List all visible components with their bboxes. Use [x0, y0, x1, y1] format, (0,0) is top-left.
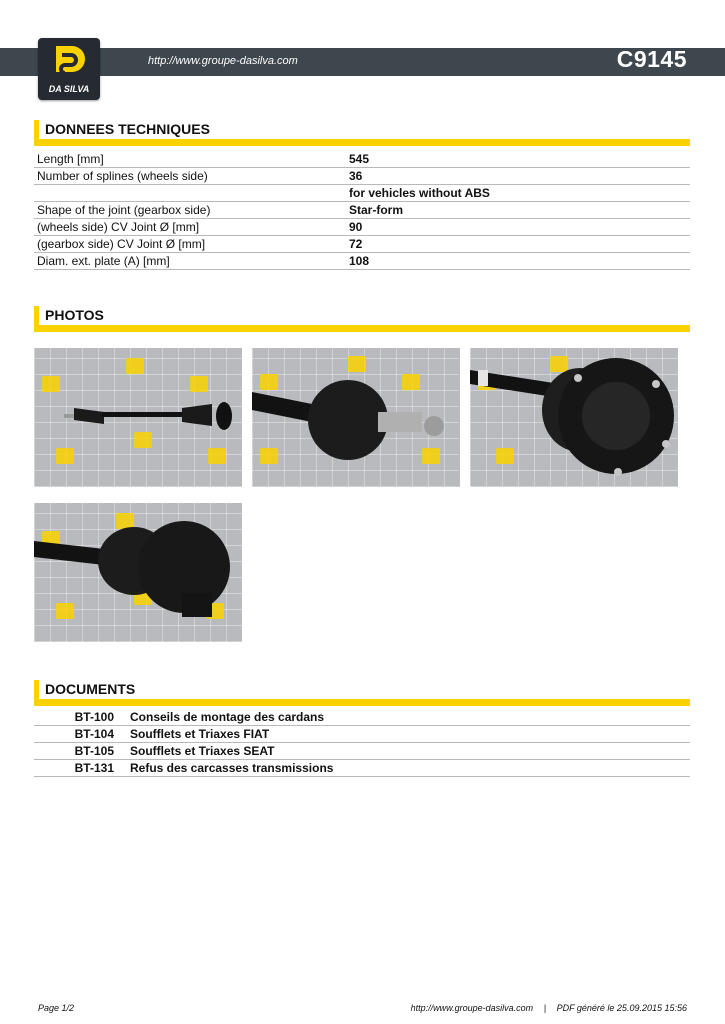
spec-value: 108 [346, 253, 690, 270]
document-code: BT-105 [34, 743, 130, 760]
spec-label: Length [mm] [34, 151, 346, 168]
table-row[interactable] [34, 743, 690, 760]
section-technical-title: DONNEES TECHNIQUES [45, 121, 210, 137]
spec-label: (wheels side) CV Joint Ø [mm] [34, 219, 346, 236]
spec-label: Diam. ext. plate (A) [mm] [34, 253, 346, 270]
product-reference: C9145 [616, 46, 687, 72]
section-photos [34, 306, 690, 326]
footer-url[interactable]: http://www.groupe-dasilva.com [410, 1003, 534, 1013]
footer-page-number: Page 1/2 [38, 1003, 75, 1013]
documents-table [34, 709, 690, 777]
table-row [34, 151, 690, 168]
header-url[interactable]: http://www.groupe-dasilva.com [148, 55, 298, 67]
da-silva-logo [38, 38, 100, 100]
document-title[interactable]: Conseils de montage des cardans [130, 709, 690, 726]
document-title[interactable]: Refus des carcasses transmissions [130, 760, 690, 777]
spec-value: Star-form [346, 202, 690, 219]
gearbox-flange-image [470, 348, 678, 487]
section-photos-title: PHOTOS [45, 307, 104, 323]
drive-shaft-full-image [34, 348, 242, 487]
spec-label [34, 185, 346, 202]
table-row [34, 253, 690, 270]
footer-generated: PDF généré le 25.09.2015 15:56 [556, 1003, 687, 1013]
document-title[interactable]: Soufflets et Triaxes FIAT [130, 726, 690, 743]
footer-separator: | [543, 1003, 547, 1013]
document-code: BT-131 [34, 760, 130, 777]
spec-value: 90 [346, 219, 690, 236]
photo-gearbox-joint[interactable] [34, 503, 242, 642]
document-title[interactable]: Soufflets et Triaxes SEAT [130, 743, 690, 760]
table-row [34, 185, 690, 202]
spec-value: 36 [346, 168, 690, 185]
spec-label: Shape of the joint (gearbox side) [34, 202, 346, 219]
specs-table [34, 151, 690, 270]
photo-drive-shaft-full[interactable] [34, 348, 242, 487]
table-row [34, 236, 690, 253]
wheel-side-joint-image [252, 348, 460, 487]
spec-value: for vehicles without ABS [346, 185, 690, 202]
spec-label: Number of splines (wheels side) [34, 168, 346, 185]
section-documents [34, 680, 690, 700]
footer-info [411, 1003, 687, 1013]
table-row [34, 168, 690, 185]
document-code: BT-100 [34, 709, 130, 726]
spec-value: 72 [346, 236, 690, 253]
document-code: BT-104 [34, 726, 130, 743]
spec-label: (gearbox side) CV Joint Ø [mm] [34, 236, 346, 253]
table-row [34, 219, 690, 236]
section-documents-title: DOCUMENTS [45, 681, 136, 697]
photo-gearbox-flange[interactable] [470, 348, 678, 487]
logo-text: DA SILVA [48, 84, 90, 94]
section-technical [34, 120, 690, 140]
gearbox-joint-image [34, 503, 242, 642]
spec-value: 545 [346, 151, 690, 168]
table-row[interactable] [34, 760, 690, 777]
table-row[interactable] [34, 709, 690, 726]
table-row [34, 202, 690, 219]
table-row[interactable] [34, 726, 690, 743]
photo-wheel-side-joint[interactable] [252, 348, 460, 487]
